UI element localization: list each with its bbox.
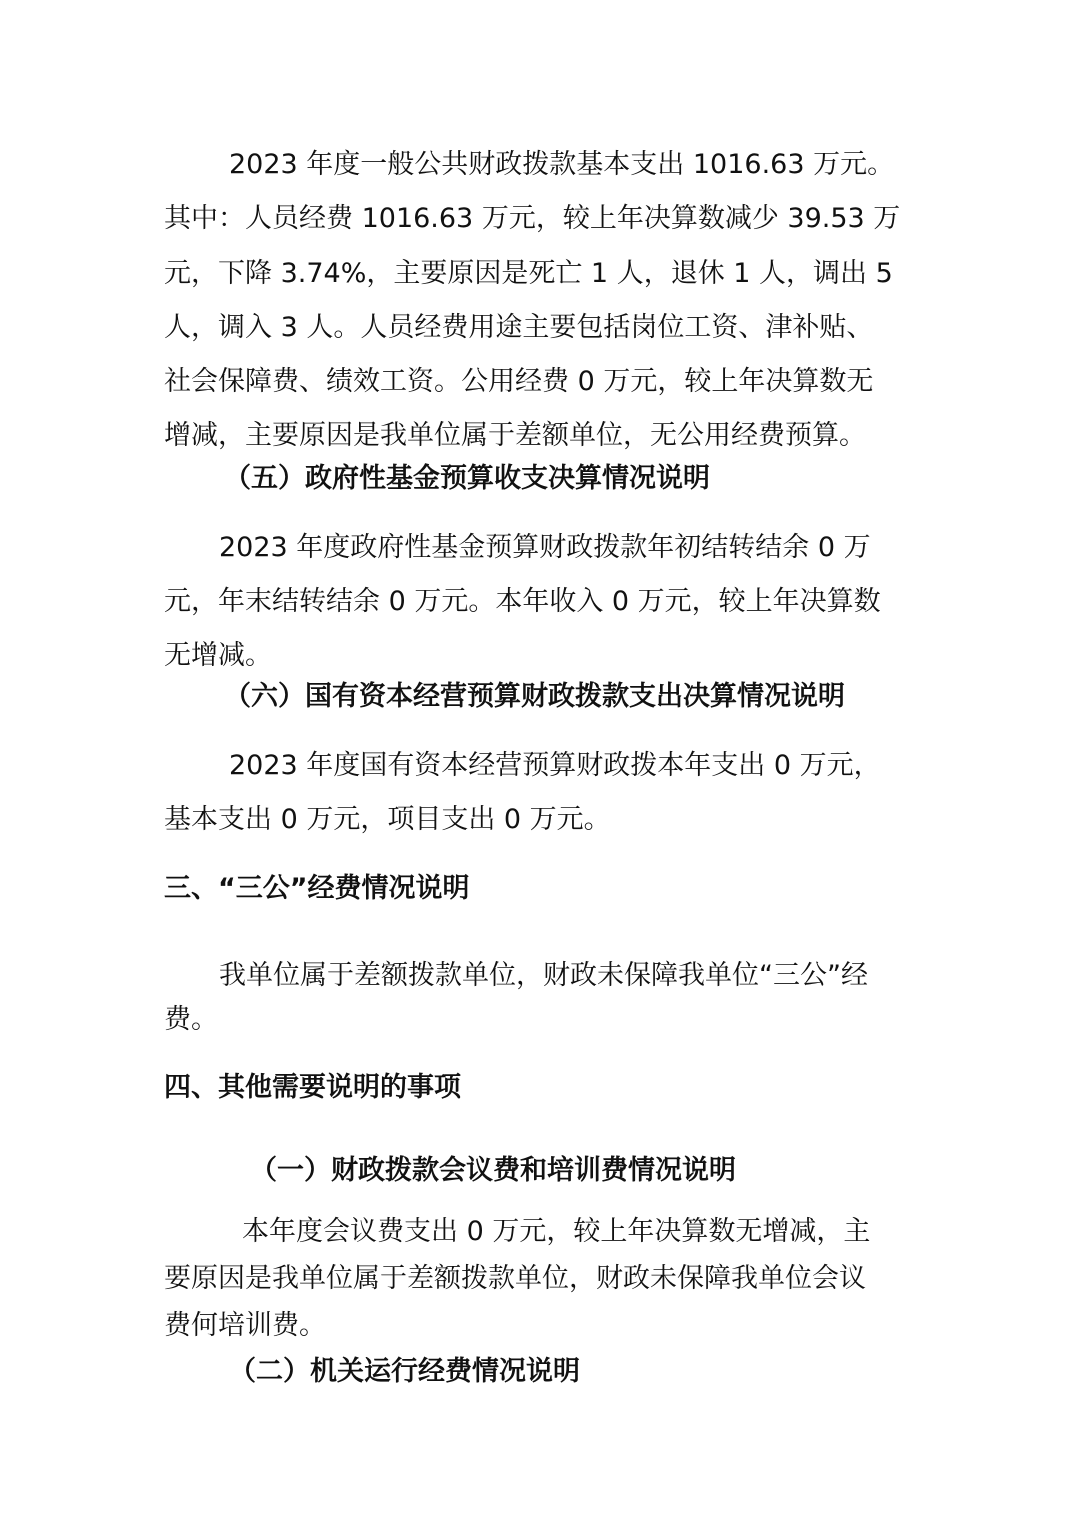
section-heading: （一）财政拨款会议费和培训费情况说明	[250, 1155, 736, 1186]
paragraph-line: 基本支出 0 万元，项目支出 0 万元。	[164, 804, 611, 835]
section-heading: 三、“三公”经费情况说明	[164, 873, 470, 904]
paragraph-line: 2023 年度政府性基金预算财政拨款年初结转结余 0 万	[219, 532, 871, 563]
paragraph-line: 本年度会议费支出 0 万元，较上年决算数无增减，主	[242, 1216, 871, 1247]
section-heading: （五）政府性基金预算收支决算情况说明	[224, 463, 710, 494]
paragraph-line: 其中：人员经费 1016.63 万元，较上年决算数减少 39.53 万	[164, 203, 901, 234]
paragraph-line: 元，年末结转结余 0 万元。本年收入 0 万元，较上年决算数	[164, 586, 881, 617]
paragraph-line: 2023 年度一般公共财政拨款基本支出 1016.63 万元。	[229, 149, 895, 180]
paragraph-line: 我单位属于差额拨款单位，财政未保障我单位“三公”经	[219, 960, 868, 991]
paragraph-line: 无增减。	[164, 640, 272, 671]
section-heading: 四、其他需要说明的事项	[164, 1072, 461, 1103]
paragraph-line: 元，下降 3.74%，主要原因是死亡 1 人，退休 1 人，调出 5	[164, 258, 893, 289]
paragraph-line: 要原因是我单位属于差额拨款单位，财政未保障我单位会议	[164, 1263, 866, 1294]
section-heading: （二）机关运行经费情况说明	[229, 1356, 580, 1387]
paragraph-line: 费。	[164, 1004, 218, 1035]
section-heading: （六）国有资本经营预算财政拨款支出决算情况说明	[224, 681, 845, 712]
paragraph-line: 社会保障费、绩效工资。公用经费 0 万元，较上年决算数无	[164, 366, 874, 397]
paragraph-line: 2023 年度国有资本经营预算财政拨本年支出 0 万元，	[229, 750, 881, 781]
paragraph-line: 费何培训费。	[164, 1310, 326, 1341]
paragraph-line: 人，调入 3 人。人员经费用途主要包括岗位工资、津补贴、	[164, 312, 874, 343]
paragraph-line: 增减，主要原因是我单位属于差额单位，无公用经费预算。	[164, 420, 866, 451]
